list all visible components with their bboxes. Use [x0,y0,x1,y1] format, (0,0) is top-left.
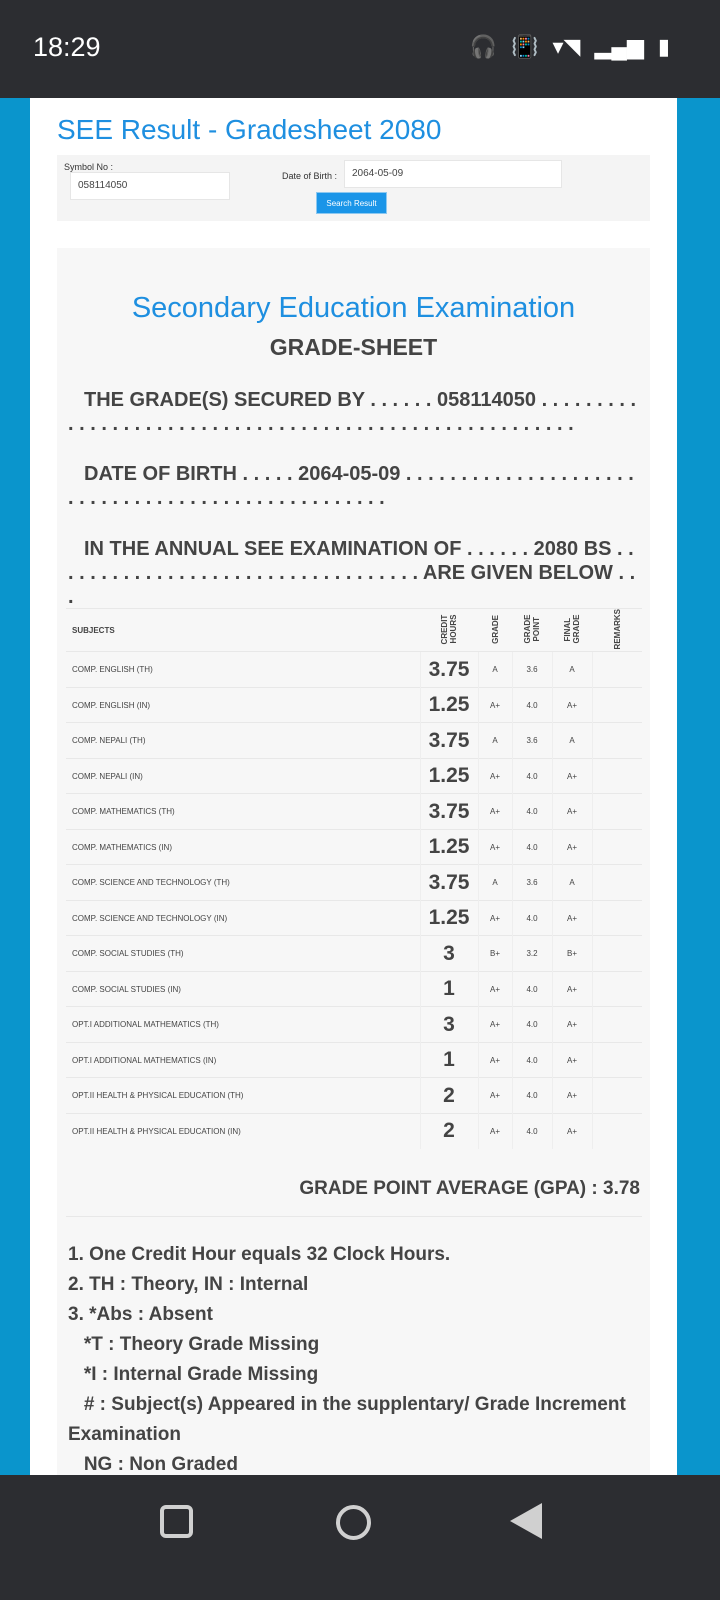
cell-remarks [592,794,642,830]
table-row [66,1007,642,1043]
cell-grade: A [478,652,512,688]
cell-remarks [592,652,642,688]
cell-subject: COMP. SOCIAL STUDIES (IN) [66,971,420,1007]
divider [66,1216,642,1217]
cell-subject: COMP. NEPALI (IN) [66,758,420,794]
table-row [66,865,642,901]
sheet-subtitle: GRADE-SHEET [269,334,438,360]
header-grade: GRADE [490,614,500,644]
table-row [66,758,642,794]
cell-grade-point: 3.6 [512,723,552,759]
cell-remarks [592,936,642,972]
cell-credit-hours: 1.25 [420,829,478,865]
cell-final-grade: B+ [552,936,592,972]
cell-grade-point: 4.0 [512,900,552,936]
note-item: # : Subject(s) Appeared in the supplentary/ Grade Increment Examination [68,1394,626,1445]
table-row [66,687,642,723]
cell-remarks [592,865,642,901]
cell-final-grade: A+ [552,687,592,723]
page-title: SEE Result - Gradesheet 2080 [57,114,442,145]
cell-subject: OPT.II HEALTH & PHYSICAL EDUCATION (IN) [66,1113,420,1149]
clock: 18:29 [33,32,101,62]
cell-remarks [592,1007,642,1043]
back-button[interactable] [510,1503,542,1539]
cell-subject: COMP. ENGLISH (TH) [66,652,420,688]
cell-subject: COMP. NEPALI (TH) [66,723,420,759]
header-final-grade: FINAL GRADE [563,614,581,644]
headset-icon: 🎧 [469,34,498,59]
cell-grade-point: 4.0 [512,758,552,794]
cell-credit-hours: 3.75 [420,652,478,688]
cell-final-grade: A+ [552,1007,592,1043]
note-item: 2. TH : Theory, IN : Internal [68,1274,309,1295]
note-item: *I : Internal Grade Missing [68,1364,319,1385]
cell-final-grade: A+ [552,758,592,794]
cell-final-grade: A+ [552,829,592,865]
cell-final-grade: A+ [552,900,592,936]
table-row [66,936,642,972]
cell-final-grade: A+ [552,794,592,830]
header-subjects: SUBJECTS [66,609,420,652]
cell-subject: OPT.I ADDITIONAL MATHEMATICS (TH) [66,1007,420,1043]
header-credit-hours: CREDIT HOURS [440,614,458,645]
cell-grade-point: 4.0 [512,1113,552,1149]
cell-credit-hours: 1.25 [420,687,478,723]
search-form [57,155,650,221]
table-row [66,971,642,1007]
note-item: *T : Theory Grade Missing [68,1334,320,1355]
cell-subject: OPT.I ADDITIONAL MATHEMATICS (IN) [66,1042,420,1078]
cell-grade-point: 3.2 [512,936,552,972]
cell-remarks [592,723,642,759]
note-item: 1. One Credit Hour equals 32 Clock Hours. [68,1244,451,1265]
cell-subject: COMP. ENGLISH (IN) [66,687,420,723]
cell-remarks [592,829,642,865]
battery-icon: ▮ [657,34,670,59]
cell-credit-hours: 2 [420,1113,478,1149]
cell-grade: B+ [478,936,512,972]
search-result-button[interactable]: Search Result [316,192,387,214]
note-item: NG : Non Graded [68,1454,238,1475]
cell-subject: COMP. SOCIAL STUDIES (TH) [66,936,420,972]
cell-grade-point: 3.6 [512,865,552,901]
notes [68,1240,643,1475]
cell-final-grade: A+ [552,1113,592,1149]
table-row [66,829,642,865]
table-row [66,900,642,936]
cell-grade-point: 4.0 [512,1007,552,1043]
cell-remarks [592,1113,642,1149]
table-row [66,1078,642,1114]
signal-icon: ▂▄▆ [594,34,644,59]
secured-by: THE GRADE(S) SECURED BY . . . . . . 058114050 . . . . . . . . . . . . . . . . . . . . . . . . . . . . . . . . . . . . . . . . . . . . . . . . . . . . . . . [68,389,637,435]
cell-credit-hours: 1 [420,1042,478,1078]
dob-label: Date of Birth : [282,171,338,181]
cell-subject: COMP. SCIENCE AND TECHNOLOGY (IN) [66,900,420,936]
cell-credit-hours: 3 [420,936,478,972]
cell-remarks [592,971,642,1007]
cell-grade: A+ [478,1078,512,1114]
cell-grade-point: 4.0 [512,687,552,723]
cell-credit-hours: 3 [420,1007,478,1043]
cell-credit-hours: 3.75 [420,794,478,830]
cell-grade: A+ [478,758,512,794]
grades-table [66,608,642,1149]
cell-grade: A+ [478,687,512,723]
cell-grade-point: 4.0 [512,1078,552,1114]
home-button[interactable] [336,1505,371,1540]
wifi-icon: ▾◥ [552,34,581,59]
cell-grade: A+ [478,1042,512,1078]
cell-credit-hours: 3.75 [420,865,478,901]
cell-grade-point: 4.0 [512,971,552,1007]
symbol-input[interactable]: 058114050 [70,172,230,200]
cell-subject: OPT.II HEALTH & PHYSICAL EDUCATION (TH) [66,1078,420,1114]
date-of-birth: DATE OF BIRTH . . . . . 2064-05-09 . . . . . . . . . . . . . . . . . . . . . . . . . . . . . . . . . . . . . . . . . . . . . . . . . . [68,463,634,509]
table-row [66,1042,642,1078]
sheet-title: Secondary Education Examination [131,292,576,324]
cell-final-grade: A+ [552,1078,592,1114]
navigation-bar [0,1475,720,1600]
cell-final-grade: A+ [552,1042,592,1078]
cell-remarks [592,687,642,723]
table-row [66,652,642,688]
page [30,98,677,1475]
cell-grade-point: 4.0 [512,794,552,830]
gpa: GRADE POINT AVERAGE (GPA) : 3.78 [299,1178,640,1199]
cell-final-grade: A [552,865,592,901]
cell-remarks [592,1042,642,1078]
header-remarks: REMARKS [612,609,622,650]
status-bar [0,0,720,98]
cell-subject: COMP. SCIENCE AND TECHNOLOGY (TH) [66,865,420,901]
cell-grade-point: 3.6 [512,652,552,688]
cell-grade: A+ [478,794,512,830]
table-row [66,1113,642,1149]
recents-button[interactable] [160,1505,193,1538]
cell-grade: A+ [478,1113,512,1149]
cell-grade: A+ [478,1007,512,1043]
vibrate-icon: 📳 [511,34,539,59]
cell-grade: A [478,723,512,759]
cell-credit-hours: 1.25 [420,900,478,936]
cell-credit-hours: 3.75 [420,723,478,759]
dob-input[interactable]: 2064-05-09 [344,160,562,188]
cell-remarks [592,758,642,794]
cell-grade-point: 4.0 [512,829,552,865]
symbol-label: Symbol No : [64,162,114,172]
cell-remarks [592,1078,642,1114]
cell-final-grade: A+ [552,971,592,1007]
grade-sheet [57,248,650,1475]
cell-final-grade: A [552,652,592,688]
cell-grade: A+ [478,829,512,865]
cell-credit-hours: 1 [420,971,478,1007]
cell-grade: A+ [478,971,512,1007]
cell-subject: COMP. MATHEMATICS (IN) [66,829,420,865]
cell-remarks [592,900,642,936]
cell-grade-point: 4.0 [512,1042,552,1078]
cell-subject: COMP. MATHEMATICS (TH) [66,794,420,830]
cell-credit-hours: 2 [420,1078,478,1114]
note-item: 3. *Abs : Absent [68,1304,213,1325]
cell-final-grade: A [552,723,592,759]
table-row [66,723,642,759]
cell-grade: A+ [478,900,512,936]
cell-grade: A [478,865,512,901]
exam-line: IN THE ANNUAL SEE EXAMINATION OF . . . . . . 2080 BS . . . . . . . . . . . . . . . . . . . . . . . . . . . . . . . . . . ARE GIVEN BELOW . . . [68,538,636,608]
table-row [66,794,642,830]
header-grade-point: GRADE POINT [523,614,541,644]
cell-credit-hours: 1.25 [420,758,478,794]
